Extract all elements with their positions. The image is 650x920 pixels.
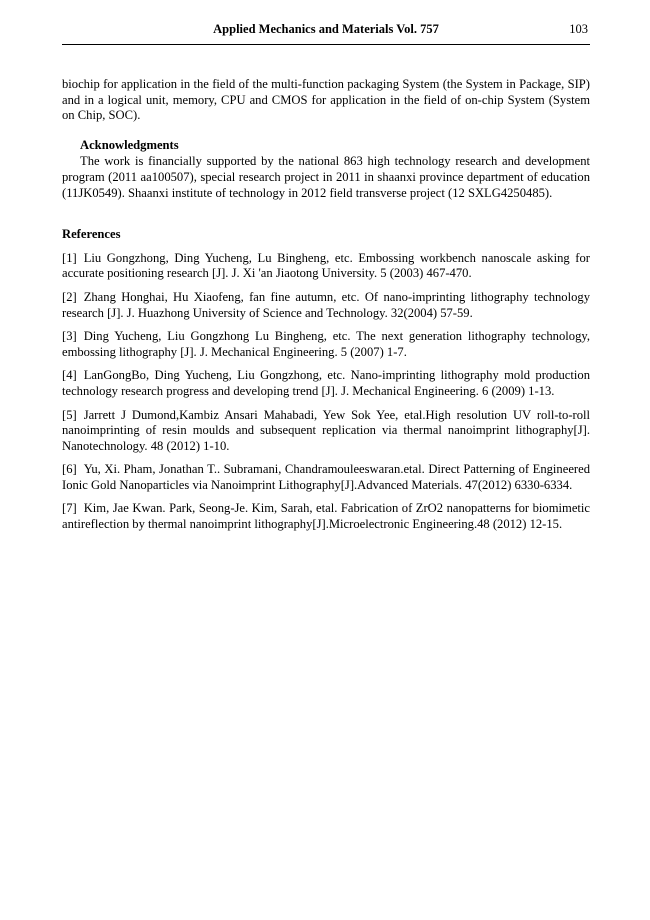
reference-text: Zhang Honghai, Hu Xiaofeng, fan fine autumn, etc. Of nano-imprinting lithography technology research [J]. J. Huazhong University of Science and Technology. 32(2004) 57-59. xyxy=(62,289,590,320)
reference-label: [7] xyxy=(62,501,77,516)
acknowledgments-text: The work is financially supported by the national 863 high technology research and development program (2011 aa100507), special research project in 2011 in shaanxi province department of education (11JK0549). Shaanxi institute of technology in 2012 field transverse project (12 SXLG4250485). xyxy=(62,154,590,200)
reference-item xyxy=(62,462,590,493)
reference-text: LanGongBo, Ding Yucheng, Liu Gongzhong, etc. Nano-imprinting lithography mold production technology research progress and developing trend [J]. J. Mechanical Engineering. 6 (2009) 1-13. xyxy=(62,368,590,398)
reference-item xyxy=(62,290,590,321)
acknowledgments-heading: Acknowledgments xyxy=(80,137,179,152)
reference-label: [1] xyxy=(62,250,77,265)
reference-item xyxy=(62,408,590,455)
header-rule xyxy=(62,44,590,45)
reference-label: [6] xyxy=(62,462,77,477)
reference-text: Jarrett J Dumond,Kambiz Ansari Mahabadi, Yew Sok Yee, etal.High resolution UV roll-to-roll nanoimprinting of resin moulds and subsequent replication via thermal nanoimprint lithography[J]. Nanotechnology. 48 (2012) 1-10. xyxy=(62,407,590,453)
reference-text: Ding Yucheng, Liu Gongzhong Lu Bingheng, etc. The next generation lithography technology, embossing lithography [J]. J. Mechanical Engineering. 5 (2007) 1-7. xyxy=(62,329,590,359)
reference-text: Yu, Xi. Pham, Jonathan T.. Subramani, Chandramouleeswaran.etal. Direct Patterning of Engineered Ionic Gold Nanoparticles via Nanoimprint Lithography[J].Advanced Materials. 47(2012) 6330-6334. xyxy=(62,462,590,492)
reference-item xyxy=(62,251,590,282)
reference-text: Liu Gongzhong, Ding Yucheng, Lu Bingheng, etc. Embossing workbench nanoscale asking for accurate positioning research [J]. J. Xi 'an Jiaotong University. 5 (2003) 467-470. xyxy=(62,250,590,281)
reference-item xyxy=(62,501,590,532)
reference-text: Kim, Jae Kwan. Park, Seong-Je. Kim, Sarah, etal. Fabrication of ZrO2 nanopatterns for biomimetic antireflection by thermal nanoimprint lithography[J].Microelectronic Engineering.48 (2012) 12-15. xyxy=(62,501,590,532)
page-number: 103 xyxy=(569,22,588,36)
body-paragraph: biochip for application in the field of the multi-function packaging System (the System in Package, SIP) and in a logical unit, memory, CPU and CMOS for application in the field of on-chip System (System on Chip, SOC). xyxy=(62,77,590,123)
page-header xyxy=(62,22,590,38)
reference-label: [3] xyxy=(62,329,77,344)
reference-label: [4] xyxy=(62,368,77,383)
reference-item xyxy=(62,329,590,360)
references-heading: References xyxy=(62,227,121,242)
references-list xyxy=(62,251,590,533)
reference-item xyxy=(62,368,590,399)
reference-label: [5] xyxy=(62,407,77,422)
reference-label: [2] xyxy=(62,289,77,304)
journal-title: Applied Mechanics and Materials Vol. 757 xyxy=(213,22,439,36)
